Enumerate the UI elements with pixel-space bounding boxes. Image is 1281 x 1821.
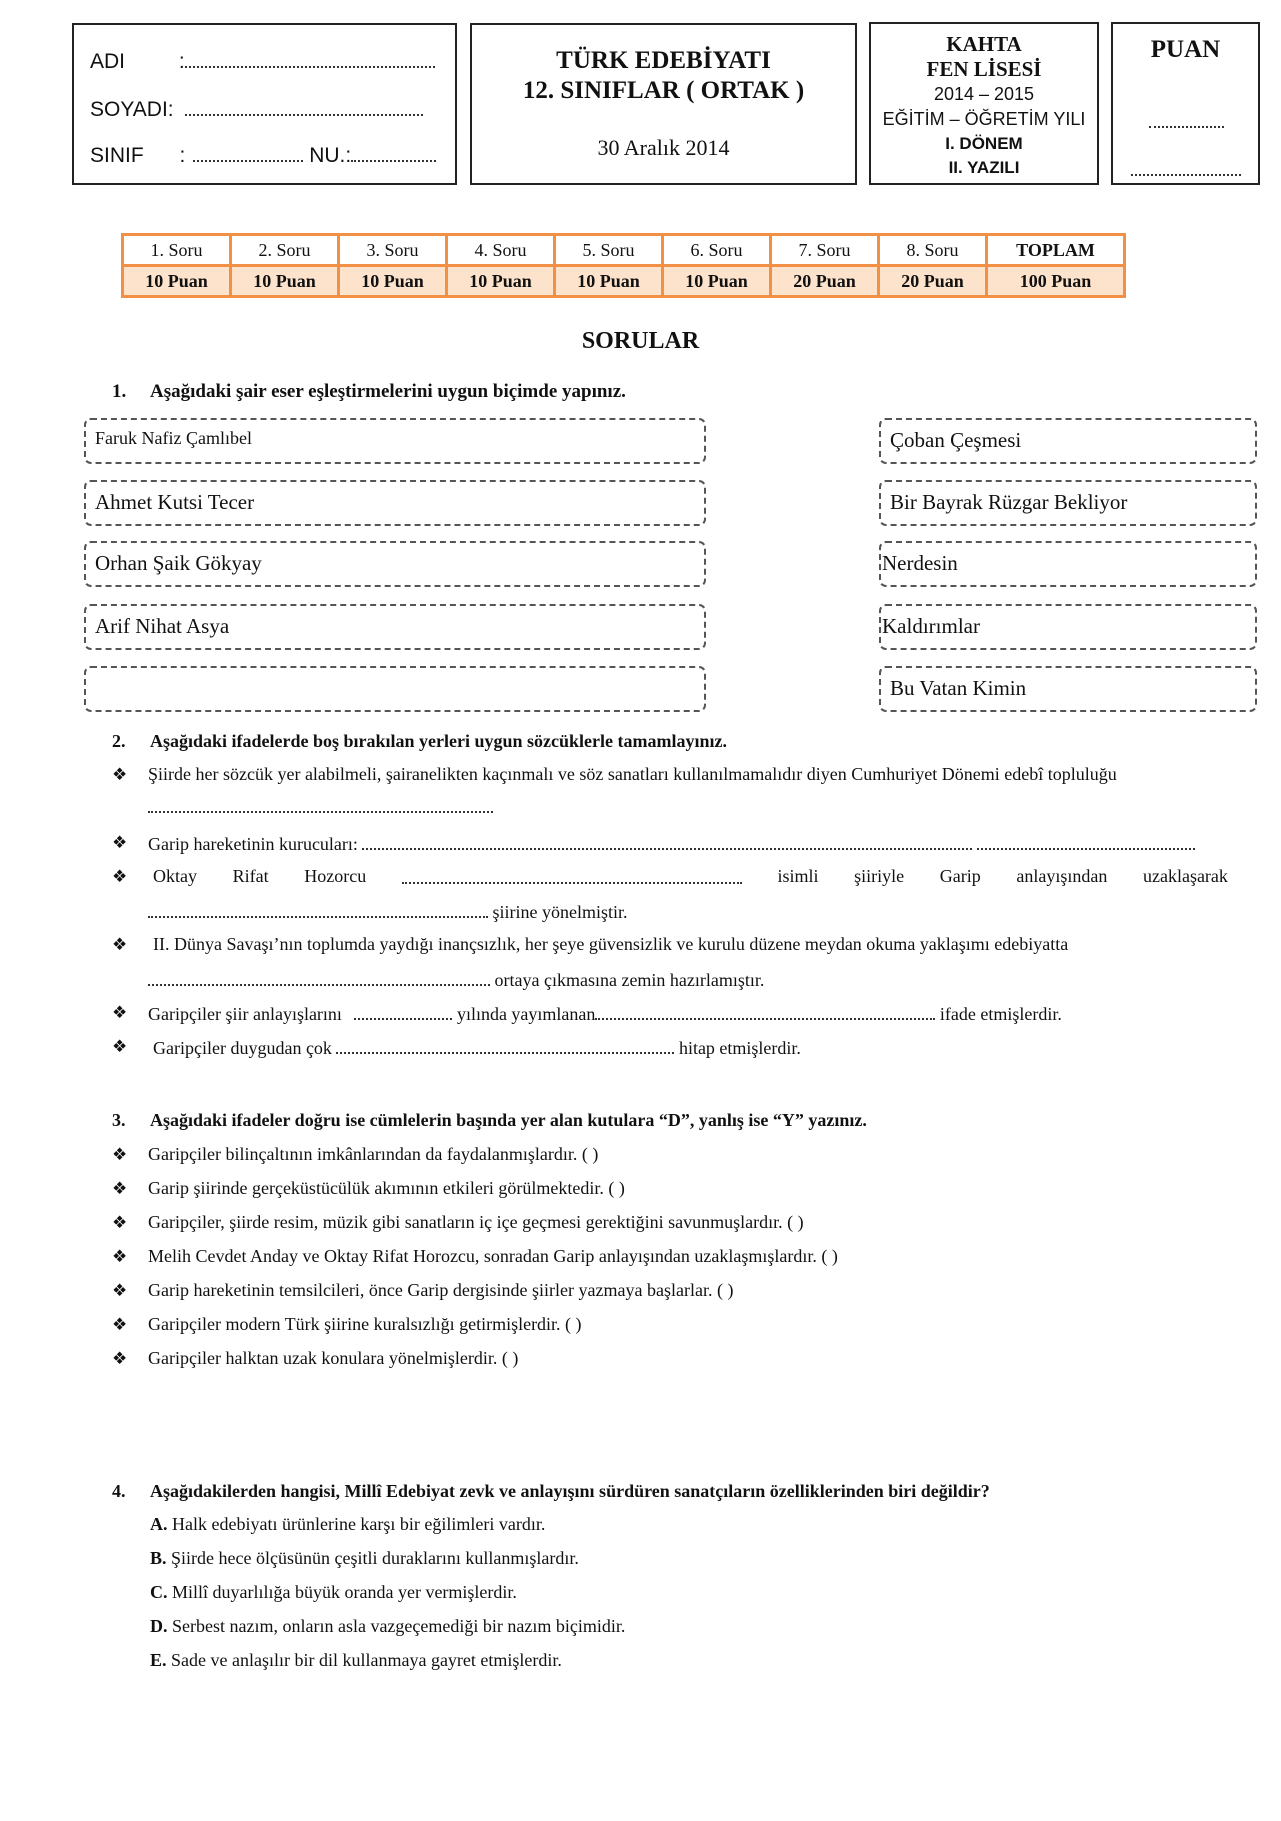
q2-blank-3b[interactable] bbox=[148, 900, 488, 918]
sinif-blank[interactable] bbox=[193, 141, 303, 162]
option-text: Millî duyarlılığa büyük oranda yer vermişlerdir. bbox=[172, 1582, 517, 1602]
adi-blank[interactable] bbox=[185, 47, 435, 68]
q3-prompt bbox=[112, 1110, 867, 1131]
q2-blank-2a[interactable] bbox=[362, 832, 972, 850]
score-table-cell: 2. Soru bbox=[231, 235, 339, 266]
q3-item[interactable]: Garipçiler bilinçaltının imkânlarından da faydalanmışlardır. ( ) bbox=[148, 1144, 599, 1164]
q2-item-5-text-c: ifade etmişlerdir. bbox=[939, 1004, 1062, 1025]
q2-prompt bbox=[112, 731, 727, 752]
score-table-cell: 3. Soru bbox=[339, 235, 447, 266]
bullet-icon: ❖ bbox=[112, 1213, 128, 1232]
score-table-cell: 8. Soru bbox=[879, 235, 987, 266]
q2-number: 2. bbox=[112, 731, 126, 751]
q2-blank-1[interactable] bbox=[148, 797, 493, 813]
q2-item-5-text-b: yılında yayımlanan bbox=[456, 1004, 596, 1025]
sinif-label: SINIF bbox=[90, 143, 144, 167]
score-table-cell: 10 Puan bbox=[123, 266, 231, 297]
bullet-icon: ❖ bbox=[112, 765, 128, 784]
q1-prompt bbox=[112, 381, 626, 403]
q2-item-6-text-a: Garipçiler duygudan çok bbox=[153, 1038, 332, 1059]
nu-label: NU.: bbox=[309, 143, 352, 167]
score-table-cell: TOPLAM bbox=[987, 235, 1125, 266]
q2-blank-2b[interactable] bbox=[977, 832, 1195, 850]
score-table-cell: 10 Puan bbox=[663, 266, 771, 297]
q2-item-3-end: şiirine yönelmiştir. bbox=[492, 902, 628, 923]
q2-blank-3a[interactable] bbox=[402, 866, 742, 884]
q1-work-box[interactable]: Çoban Çeşmesi bbox=[879, 418, 1257, 464]
q1-poet-box[interactable]: Orhan Şaik Gökyay bbox=[84, 541, 706, 587]
q2-item-3 bbox=[153, 866, 1228, 887]
q3-item[interactable]: Garip hareketinin temsilcileri, önce Garip dergisinde şiirler yazmaya başlarlar. ( ) bbox=[148, 1280, 734, 1300]
bullet-icon: ❖ bbox=[112, 1145, 128, 1164]
bullet-icon: ❖ bbox=[112, 867, 128, 886]
score-table-cell: 10 Puan bbox=[447, 266, 555, 297]
score-table-cell: 10 Puan bbox=[555, 266, 663, 297]
bullet-icon: ❖ bbox=[112, 1179, 128, 1198]
class-title: 12. SINIFLAR ( ORTAK ) bbox=[522, 77, 805, 104]
score-table-cell: 7. Soru bbox=[771, 235, 879, 266]
option-letter: D. bbox=[150, 1616, 168, 1636]
q1-poet-box[interactable]: Ahmet Kutsi Tecer bbox=[84, 480, 706, 526]
q2-item-6-text-b: hitap etmişlerdir. bbox=[678, 1038, 801, 1059]
bullet-icon: ❖ bbox=[112, 1037, 128, 1056]
q4-prompt bbox=[112, 1481, 990, 1502]
sinif-row: SINIF : NU.: bbox=[90, 141, 436, 168]
q1-poet-box[interactable]: Arif Nihat Asya bbox=[84, 604, 706, 650]
score-table-cell: 10 Puan bbox=[339, 266, 447, 297]
score-blank-1[interactable] bbox=[1149, 112, 1224, 128]
score-table-cell: 100 Puan bbox=[987, 266, 1125, 297]
exam-date: 30 Aralık 2014 bbox=[597, 135, 730, 160]
q2-text: Aşağıdaki ifadelerde boş bırakılan yerleri uygun sözcüklerle tamamlayınız. bbox=[150, 731, 727, 751]
q4-option-b[interactable] bbox=[150, 1548, 579, 1569]
exam-number-label: II. YAZILI bbox=[948, 158, 1020, 177]
score-table bbox=[121, 233, 1126, 298]
option-letter: C. bbox=[150, 1582, 168, 1602]
bullet-icon: ❖ bbox=[112, 1003, 128, 1022]
bullet-icon: ❖ bbox=[112, 1247, 128, 1266]
school-year-label: EĞİTİM – ÖĞRETİM YILI bbox=[882, 109, 1086, 129]
q2-item-3-word: Garip bbox=[939, 866, 981, 886]
score-table-points-row bbox=[123, 266, 1125, 297]
option-letter: A. bbox=[150, 1514, 168, 1534]
q2-item-3-cont bbox=[148, 900, 628, 923]
score-table-cell: 20 Puan bbox=[879, 266, 987, 297]
q3-number: 3. bbox=[112, 1110, 126, 1130]
q3-text: Aşağıdaki ifadeler doğru ise cümlelerin başında yer alan kutulara “D”, yanlış ise “Y” yazınız. bbox=[150, 1110, 867, 1130]
school-info-box bbox=[869, 22, 1099, 185]
q4-option-a[interactable] bbox=[150, 1514, 545, 1535]
student-info-box bbox=[72, 23, 457, 185]
q3-item[interactable]: Garipçiler modern Türk şiirine kuralsızlığı getirmişlerdir. ( ) bbox=[148, 1314, 582, 1334]
nu-blank[interactable] bbox=[351, 141, 436, 162]
score-table-cell: 5. Soru bbox=[555, 235, 663, 266]
q1-work-box[interactable]: Bu Vatan Kimin bbox=[879, 666, 1257, 712]
score-box bbox=[1111, 22, 1260, 185]
q2-item-6 bbox=[153, 1036, 801, 1059]
school-name: FEN LİSESİ bbox=[926, 57, 1042, 81]
q2-item-4-cont bbox=[148, 968, 764, 991]
score-table-cell: 1. Soru bbox=[123, 235, 231, 266]
q4-option-d[interactable] bbox=[150, 1616, 625, 1637]
q2-item-5-text-a: Garipçiler şiir anlayışlarını bbox=[148, 1004, 342, 1025]
q2-item-3-word: şiiriyle bbox=[854, 866, 905, 886]
bullet-icon: ❖ bbox=[112, 935, 128, 954]
option-text: Serbest nazım, onların asla vazgeçemediği bir nazım biçimidir. bbox=[172, 1616, 626, 1636]
q3-item[interactable]: Garipçiler, şiirde resim, müzik gibi sanatların iç içe geçmesi gerektiğini savunmuşlardır. ( ) bbox=[148, 1212, 804, 1232]
score-blank-2[interactable] bbox=[1131, 160, 1241, 176]
q2-item-4: II. Dünya Savaşı’nın toplumda yaydığı inançsızlık, her şeye güvensizlik ve kurulu düzene meydan okuma yaklaşımı edebiyatta bbox=[153, 934, 1069, 954]
q2-item-4-end: ortaya çıkmasına zemin hazırlamıştır. bbox=[494, 970, 765, 991]
q4-text: Aşağıdakilerden hangisi, Millî Edebiyat zevk ve anlayışını sürdüren sanatçıların özelliklerinden biri değildir? bbox=[150, 1481, 990, 1501]
q1-poet-box[interactable]: Faruk Nafiz Çamlıbel bbox=[84, 418, 706, 464]
school-year: 2014 – 2015 bbox=[933, 84, 1035, 104]
q2-blank-5b[interactable] bbox=[595, 1002, 935, 1020]
bullet-icon: ❖ bbox=[112, 1281, 128, 1300]
q2-item-2 bbox=[148, 832, 1195, 855]
q2-item-3-word: Rifat bbox=[232, 866, 269, 886]
bullet-icon: ❖ bbox=[112, 1349, 128, 1368]
q3-item[interactable]: Garip şiirinde gerçeküstücülük akımının etkileri görülmektedir. ( ) bbox=[148, 1178, 625, 1198]
soyadi-blank[interactable] bbox=[185, 95, 423, 116]
q2-blank-4[interactable] bbox=[148, 968, 490, 986]
q2-item-3-word: uzaklaşarak bbox=[1142, 866, 1228, 886]
option-text: Halk edebiyatı ürünlerine karşı bir eğilimleri vardır. bbox=[172, 1514, 546, 1534]
q1-text: Aşağıdaki şair eser eşleştirmelerini uygun biçimde yapınız. bbox=[150, 381, 626, 402]
adi-label: ADI bbox=[90, 49, 126, 73]
option-text: Şiirde hece ölçüsünün çeşitli duraklarını kullanmışlardır. bbox=[171, 1548, 579, 1568]
exam-title-box bbox=[470, 23, 857, 185]
q1-poet-box[interactable] bbox=[84, 666, 706, 712]
q2-item-3-word: Hozorcu bbox=[304, 866, 367, 886]
q2-item-5 bbox=[148, 1002, 1062, 1025]
adi-row: ADI : bbox=[90, 47, 435, 74]
q4-number: 4. bbox=[112, 1481, 126, 1501]
q4-option-c[interactable] bbox=[150, 1582, 517, 1603]
bullet-icon: ❖ bbox=[112, 833, 128, 852]
option-letter: E. bbox=[150, 1650, 167, 1670]
q1-work-box[interactable]: Nerdesin bbox=[879, 541, 1257, 587]
q4-option-e[interactable] bbox=[150, 1650, 562, 1671]
score-table-header-row bbox=[123, 235, 1125, 266]
q2-item-3-word: isimli bbox=[777, 866, 819, 886]
q1-number: 1. bbox=[112, 381, 127, 402]
soyadi-row bbox=[90, 95, 423, 122]
q1-work-box[interactable]: Kaldırımlar bbox=[879, 604, 1257, 650]
score-table-cell: 6. Soru bbox=[663, 235, 771, 266]
course-title: TÜRK EDEBİYATI bbox=[556, 47, 771, 74]
q2-blank-6[interactable] bbox=[336, 1036, 674, 1054]
option-text: Sade ve anlaşılır bir dil kullanmaya gayret etmişlerdir. bbox=[171, 1650, 562, 1670]
q1-work-box[interactable]: Bir Bayrak Rüzgar Bekliyor bbox=[879, 480, 1257, 526]
score-table-cell: 4. Soru bbox=[447, 235, 555, 266]
q2-item-2-text: Garip hareketinin kurucuları: bbox=[148, 834, 358, 855]
q2-item-1: Şiirde her sözcük yer alabilmeli, şairanelikten kaçınmalı ve söz sanatları kullanılmamalıdır diyen Cumhuriyet Dönemi edebî topluluğu bbox=[148, 764, 1117, 784]
option-letter: B. bbox=[150, 1548, 167, 1568]
score-table-cell: 20 Puan bbox=[771, 266, 879, 297]
score-table-cell: 10 Puan bbox=[231, 266, 339, 297]
soyadi-label: SOYADI: bbox=[90, 97, 174, 121]
q3-item[interactable]: Melih Cevdet Anday ve Oktay Rifat Horozcu, sonradan Garip anlayışından uzaklaşmışlardır. ( ) bbox=[148, 1246, 838, 1266]
sorular-heading: SORULAR bbox=[581, 328, 700, 354]
school-city: KAHTA bbox=[946, 32, 1022, 56]
term-label: I. DÖNEM bbox=[945, 134, 1023, 153]
q2-item-3-word: anlayışından bbox=[1016, 866, 1108, 886]
q3-item[interactable]: Garipçiler halktan uzak konulara yönelmişlerdir. ( ) bbox=[148, 1348, 519, 1368]
q2-blank-5a[interactable] bbox=[354, 1002, 452, 1020]
score-label: PUAN bbox=[1150, 36, 1221, 63]
q2-item-3-word: Oktay bbox=[153, 866, 197, 886]
bullet-icon: ❖ bbox=[112, 1315, 128, 1334]
